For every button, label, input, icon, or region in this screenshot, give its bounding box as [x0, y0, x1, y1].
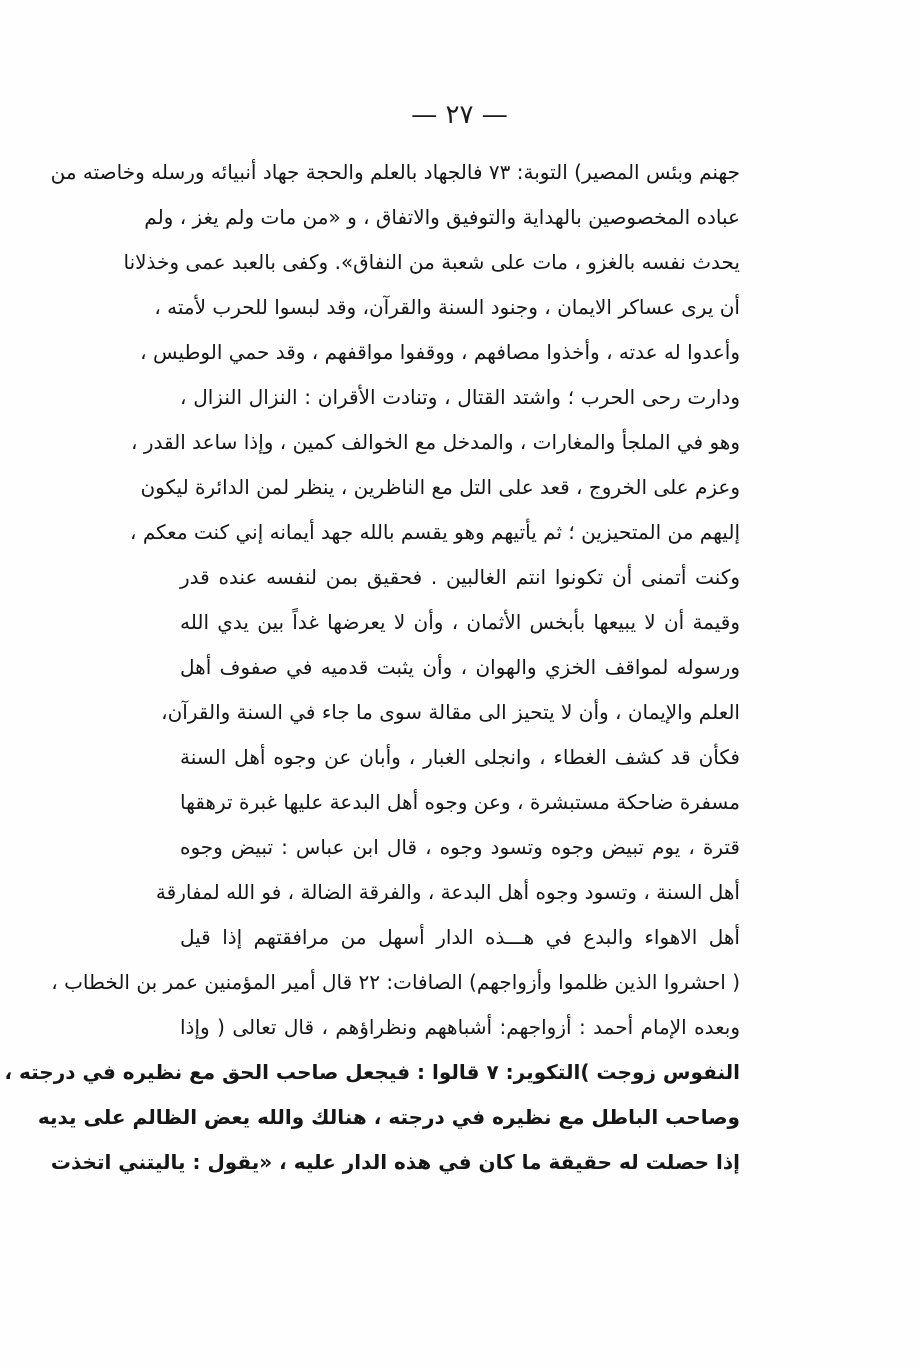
text-line: إليهم من المتحيزين ؛ ثم يأتيهم وهو يقسم بالله جهد أيمانه إني كنت معكم ، [130, 520, 740, 544]
text-line: وصاحب الباطل مع نظيره في درجته ، هنالك والله يعض الظالم على يديه [37, 1105, 740, 1129]
text-line: النفوس زوجت )التكوير: ٧ قالوا : فيجعل صاحب الحق مع نظيره في درجته ، [4, 1060, 740, 1084]
text-line: ودارت رحى الحرب ؛ واشتد القتال ، وتنادت الأقران : النزال النزال ، [180, 385, 740, 409]
text-line: ورسوله لمواقف الخزي والهوان ، وأن يثبت قدميه في صفوف أهل [180, 655, 740, 679]
text-line: يحدث نفسه بالغزو ، مات على شعبة من النفاق». وكفى بالعبد عمى وخذلانا [123, 250, 740, 274]
text-body [4, 150, 740, 1185]
text-line: فكأن قد كشف الغطاء ، وانجلى الغبار ، وأبان عن وجوه أهل السنة [180, 745, 740, 769]
text-line: ( احشروا الذين ظلموا وأزواجهم) الصافات: ٢٢ قال أمير المؤمنين عمر بن الخطاب ، [51, 970, 740, 994]
text-line: وهو في الملجأ والمغارات ، والمدخل مع الخوالف كمين ، وإذا ساعد القدر ، [131, 430, 740, 454]
page-number: — ٢٧ — [411, 100, 508, 130]
text-line: أن يرى عساكر الايمان ، وجنود السنة والقرآن، وقد لبسوا للحرب لأمته ، [154, 295, 740, 319]
text-line: وقيمة أن لا يبيعها بأبخس الأثمان ، وأن لا يعرضها غداً بين يدي الله [180, 610, 740, 634]
text-line: وكنت أتمنى أن تكونوا انتم الغالبين . فحقيق بمن لنفسه عنده قدر [180, 565, 740, 589]
text-line: عباده المخصوصين بالهداية والتوفيق والاتفاق ، و «من مات ولم يغز ، ولم [144, 205, 740, 229]
text-line: وبعده الإمام أحمد : أزواجهم: أشباههم ونظراؤهم ، قال تعالى ( وإذا [180, 1015, 740, 1039]
text-line: أهل الاهواء والبدع في هـــذه الدار أسهل من مرافقتهم إذا قيل [180, 925, 740, 949]
text-line: وعزم على الخروج ، قعد على التل مع الناظرين ، ينظر لمن الدائرة ليكون [140, 475, 740, 499]
text-line: مسفرة ضاحكة مستبشرة ، وعن وجوه أهل البدعة عليها غبرة ترهقها [180, 790, 740, 814]
text-line: جهنم وبئس المصير) التوبة: ٧٣ فالجهاد بالعلم والحجة جهاد أنبيائه ورسله وخاصته من [50, 160, 740, 184]
text-line: إذا حصلت له حقيقة ما كان في هذه الدار عليه ، «يقول : ياليتني اتخذت [50, 1150, 740, 1174]
text-line: وأعدوا له عدته ، وأخذوا مصافهم ، ووقفوا مواقفهم ، وقد حمي الوطيس ، [140, 340, 740, 364]
text-line: أهل السنة ، وتسود وجوه أهل البدعة ، والفرقة الضالة ، فو الله لمفارقة [155, 880, 740, 904]
text-line: العلم والإيمان ، وأن لا يتحيز الى مقالة سوى ما جاء في السنة والقرآن، [161, 700, 740, 724]
text-line: قترة ، يوم تبيض وجوه وتسود وجوه ، قال ابن عباس : تبيض وجوه [180, 835, 740, 859]
